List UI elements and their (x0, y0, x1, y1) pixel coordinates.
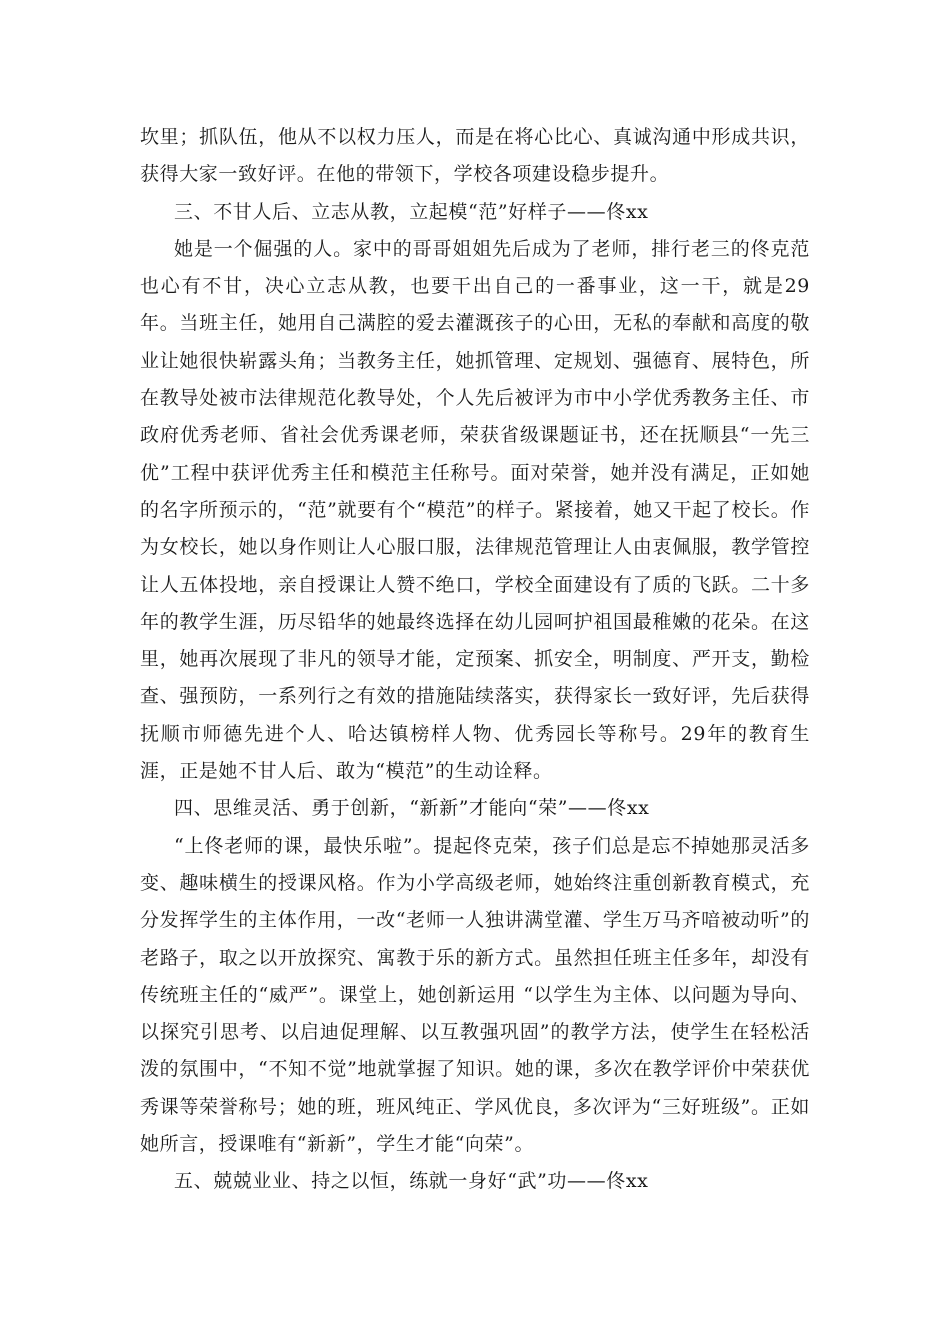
paragraph-continuation: 坎里；抓队伍，他从不以权力压人，而是在将心比心、真诚沟通中形成共识，获得大家一致好评。在他的带领下，学校各项建设稳步提升。 (140, 126, 810, 186)
section-heading-3: 三、不甘人后、立志从教，立起模“范”好样子——佟xx (174, 200, 649, 223)
document-body (140, 119, 810, 1201)
paragraph-section-4: “上佟老师的课，最快乐啦”。提起佟克荣，孩子们总是忘不掉她那灵活多变、趣味横生的授课风格。作为小学高级老师，她始终注重创新教育模式，充分发挥学生的主体作用，一改“老师一人独讲满堂灌、学生万马齐喑被动听”的老路子，取之以开放探究、寓教于乐的新方式。虽然担任班主任多年，却没有传统班主任的“威严”。课堂上，她创新运用 “以学生为主体、以问题为导向、以探究引思考、以启迪促理解、以互教强巩固”的教学方法，使学生在轻松活泼的氛围中，“不知不觉”地就掌握了知识。她的课，多次在教学评价中荣获优秀课等荣誉称号；她的班，班风纯正、学风优良，多次评为“三好班级”。正如她所言，授课唯有“新新”，学生才能“向荣”。 (140, 834, 810, 1156)
section-heading-5: 五、兢兢业业、持之以恒，练就一身好“武”功——佟xx (174, 1170, 649, 1193)
paragraph-section-3: 她是一个倔强的人。家中的哥哥姐姐先后成为了老师，排行老三的佟克范也心有不甘，决心立志从教，也要干出自己的一番事业，这一干，就是29年。当班主任，她用自己满腔的爱去灌溉孩子的心田，无私的奉献和高度的敬业让她很快崭露头角；当教务主任，她抓管理、定规划、强德育、展特色，所在教导处被市法律规范化教导处，个人先后被评为市中小学优秀教务主任、市政府优秀老师、省社会优秀课老师，荣获省级课题证书，还在抚顺县“一先三优”工程中获评优秀主任和模范主任称号。面对荣誉，她并没有满足，正如她的名字所预示的，“范”就要有个“模范”的样子。紧接着，她又干起了校长。作为女校长，她以身作则让人心服口服，法律规范管理让人由衷佩服，教学管控让人五体投地，亲自授课让人赞不绝口，学校全面建设有了质的飞跃。二十多年的教学生涯，历尽铅华的她最终选择在幼儿园呵护祖国最稚嫩的花朵。在这里，她再次展现了非凡的领导才能，定预案、抓安全，明制度、严开支，勤检查、强预防，一系列行之有效的措施陆续落实，获得家长一致好评，先后获得抚顺市师德先进个人、哈达镇榜样人物、优秀园长等称号。29年的教育生涯，正是她不甘人后、敢为“模范”的生动诠释。 (140, 237, 810, 783)
section-heading-4: 四、思维灵活、勇于创新，“新新”才能向“荣”——佟xx (174, 797, 650, 820)
